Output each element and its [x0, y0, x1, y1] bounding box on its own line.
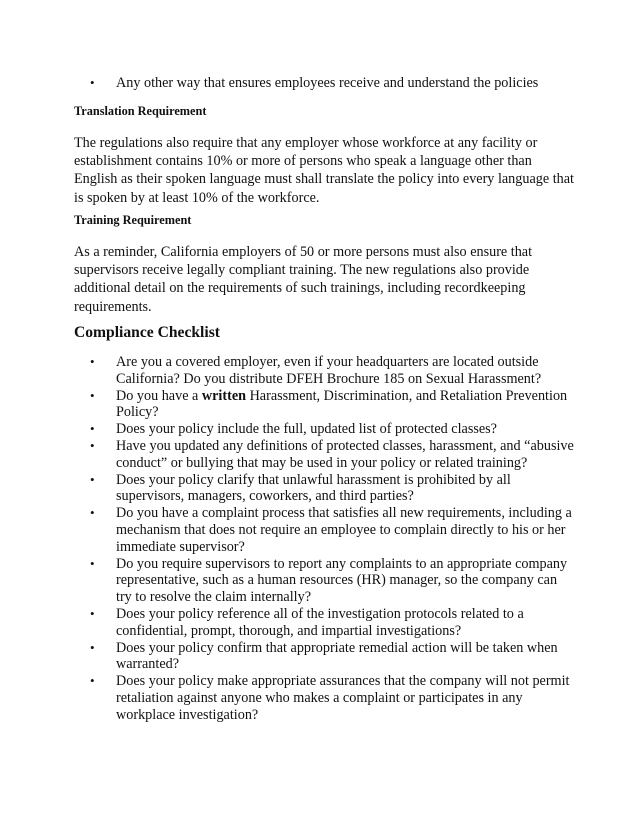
checklist-item-text-start: Do you require supervisors to report any complaints to an appropriate company representative, such as a human resources (HR) manager, so the company can try to resolve the claim internally?: [116, 555, 568, 606]
bullet-icon: •: [90, 387, 95, 403]
bullet-icon: •: [90, 505, 95, 521]
bullet-icon: •: [90, 75, 95, 90]
bullet-icon: •: [90, 421, 95, 437]
checklist-item-text-end: Harassment, Discrimination, and Retaliation Prevention Policy?: [116, 387, 568, 421]
checklist-item-text-start: Do you have a complaint process that satisfies all new requirements, including a mechanism that does not require an employee to complain directly to his or her immediate supervisor?: [116, 505, 572, 555]
training-paragraph: As a reminder, California employers of 50 or more persons must also ensure that supervisors receive legally compliant training. The new regulations also provide additional detail on the requirements of such trainings, including recordkeeping requirements.: [74, 244, 533, 315]
bullet-icon: •: [90, 605, 95, 621]
checklist-item: [74, 354, 574, 388]
bullet-icon: •: [90, 471, 95, 487]
checklist-item-text: [116, 438, 574, 471]
bullet-icon: •: [90, 354, 95, 369]
checklist-item-text-start: Does your policy reference all of the investigation protocols related to a confidential, prompt, thorough, and impartial investigations?: [116, 605, 524, 639]
checklist-item-text-start: Have you updated any definitions of protected classes, harassment, and “abusive conduct” or bullying that may be used in your policy or related training?: [116, 437, 574, 471]
checklist-item-text: [116, 640, 558, 673]
training-heading: Training Requirement: [74, 213, 192, 227]
list-item-text: Any other way that ensures employees receive and understand the policies: [116, 75, 539, 91]
bullet-icon: •: [90, 639, 95, 655]
checklist-item-text-start: Does your policy include the full, updated list of protected classes?: [116, 421, 497, 438]
checklist-item-emphasis: written: [201, 387, 247, 404]
checklist-item: [74, 606, 574, 640]
checklist-item: [74, 505, 574, 555]
checklist-item-text: [116, 673, 569, 723]
checklist-heading: Compliance Checklist: [74, 324, 220, 341]
checklist-item-text: [116, 354, 541, 387]
checklist-item-text: [116, 472, 511, 505]
checklist-item-text-start: Does your policy make appropriate assurances that the company will not permit retaliation against anyone who makes a complaint or participates in any workplace investigation?: [116, 673, 570, 723]
checklist-item: [74, 556, 574, 606]
checklist-item-text: [116, 556, 567, 606]
checklist-item-text: [116, 505, 572, 555]
checklist-item-text: [116, 606, 524, 639]
checklist-item-text-start: Are you a covered employer, even if your headquarters are located outside California? Do you distribute DFEH Brochure 185 on Sexual Harassment?: [116, 354, 542, 387]
checklist-item-text: [116, 421, 497, 437]
checklist-item: [74, 421, 574, 438]
top-bullet-list: [74, 75, 574, 92]
checklist-item: [74, 673, 574, 723]
checklist-item-text: [116, 388, 567, 421]
translation-paragraph: The regulations also require that any employer whose workforce at any facility or establishment contains 10% or more of persons who speak a language other than English as their spoken language must shall translate the policy into every language that is spoken by at least 10% of the workforce.: [74, 135, 574, 206]
checklist-item-text-start: Do you have a: [116, 387, 202, 404]
list-item: [74, 75, 574, 92]
checklist-item: [74, 438, 574, 472]
checklist-item-text-start: Does your policy clarify that unlawful harassment is prohibited by all supervisors, managers, coworkers, and third parties?: [116, 471, 511, 505]
translation-heading: Translation Requirement: [74, 104, 207, 118]
checklist-item: [74, 388, 574, 422]
checklist-item: [74, 640, 574, 674]
bullet-icon: •: [90, 555, 95, 571]
checklist-item-text-start: Does your policy confirm that appropriate remedial action will be taken when warranted?: [116, 639, 558, 673]
bullet-icon: •: [90, 673, 95, 689]
checklist-item: [74, 472, 574, 506]
checklist-list: [74, 354, 574, 724]
bullet-icon: •: [90, 437, 95, 453]
